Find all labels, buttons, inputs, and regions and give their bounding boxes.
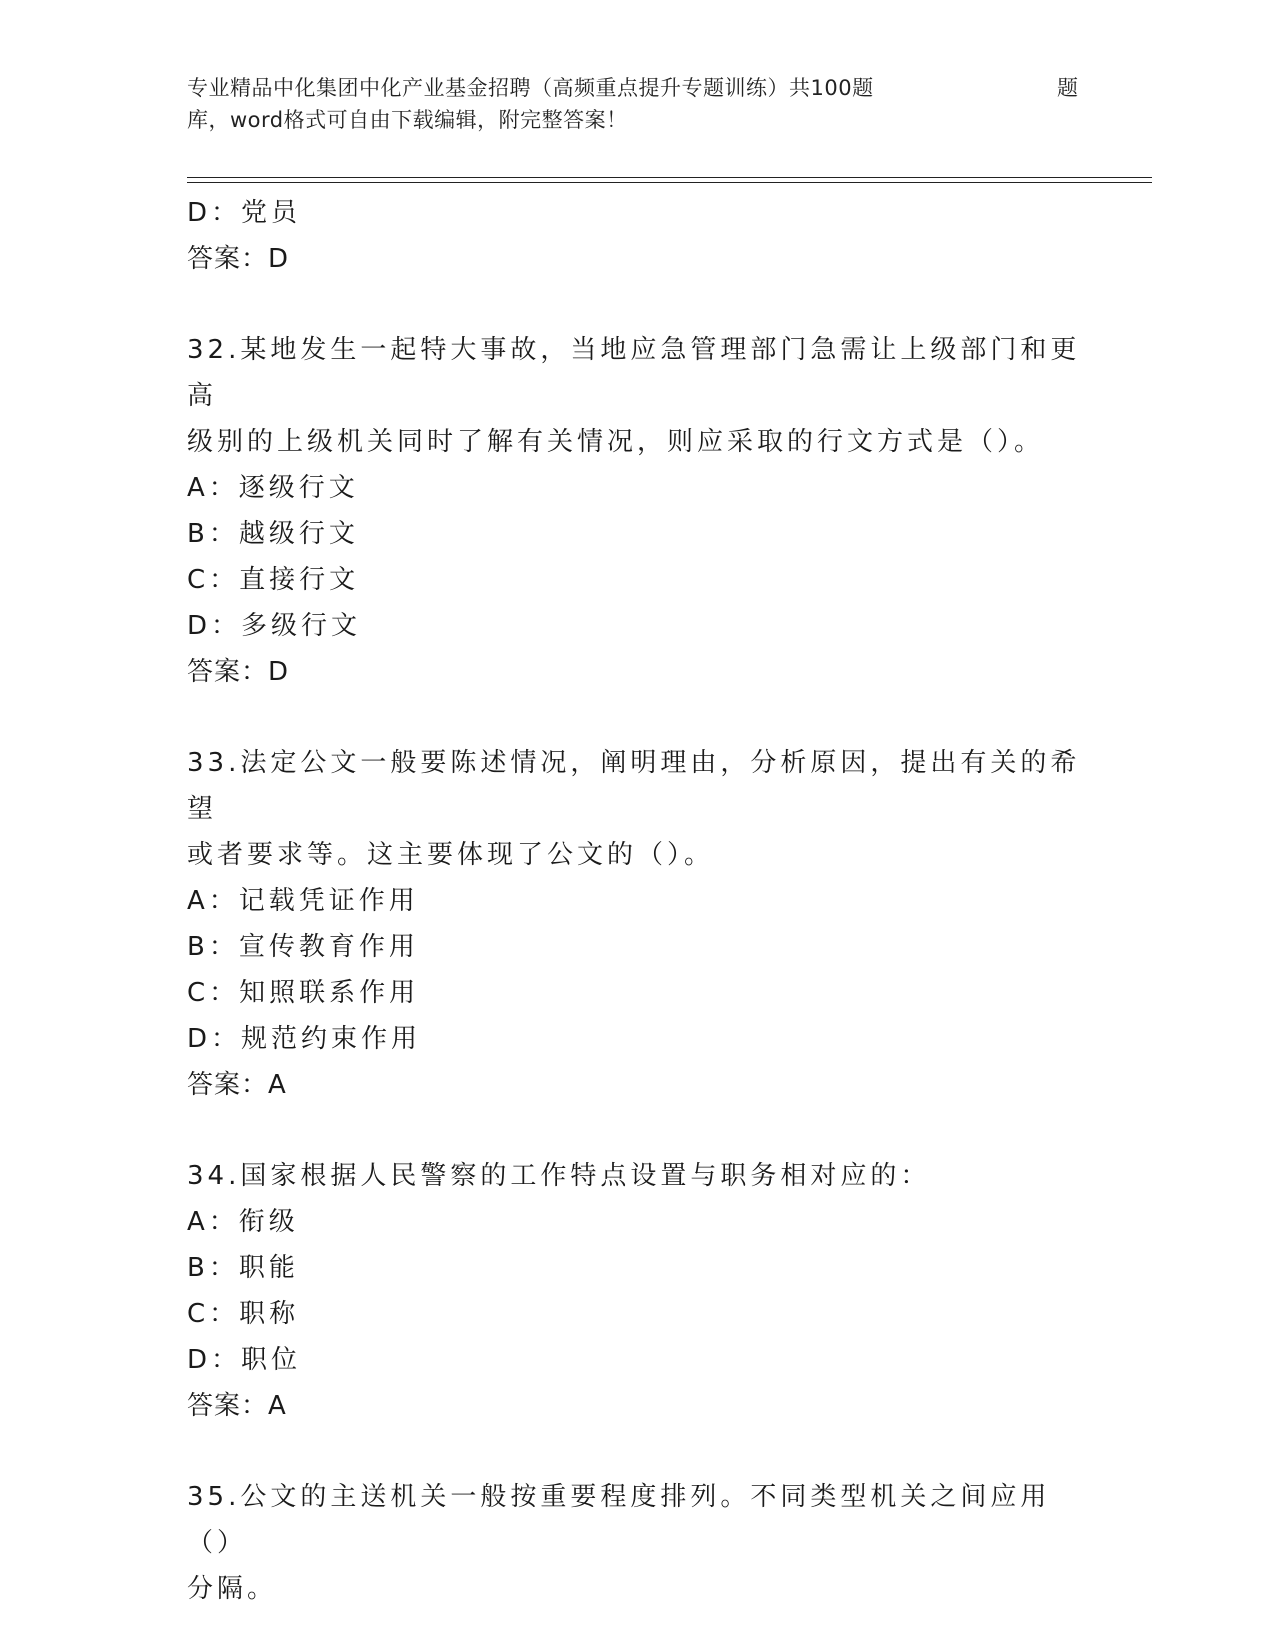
question-33-option-d: D：规范约束作用 (187, 1024, 422, 1054)
question-34-option-c: C：职称 (187, 1299, 300, 1329)
question-35 (187, 1474, 1087, 1612)
header-line-2: 库，word格式可自由下载编辑，附完整答案！ (187, 108, 628, 132)
question-33-answer: 答案：A (187, 1070, 287, 1100)
question-33-option-c: C：知照联系作用 (187, 978, 420, 1008)
question-34-option-b: B：职能 (187, 1253, 299, 1283)
question-32 (187, 327, 1087, 695)
question-34-text-line-1: 34.国家根据人民警察的工作特点设置与职务相对应的： (187, 1161, 931, 1191)
question-32-answer: 答案：D (187, 657, 290, 687)
spacer (187, 695, 1087, 740)
question-33-text-line-1: 33.法定公文一般要陈述情况，阐明理由，分析原因，提出有关的希望 (187, 748, 1081, 824)
question-32-text-line-2: 级别的上级机关同时了解有关情况，则应采取的行文方式是（）。 (187, 427, 1045, 457)
question-32-option-c: C：直接行文 (187, 565, 360, 595)
header-title-tail: 题 (1057, 76, 1079, 100)
question-32-option-d: D：多级行文 (187, 611, 362, 641)
question-34-option-a: A：衔级 (187, 1207, 299, 1237)
question-34-answer: 答案：A (187, 1391, 287, 1421)
question-33 (187, 740, 1087, 1108)
question-33-text-line-2: 或者要求等。这主要体现了公文的（）。 (187, 840, 715, 870)
header-title: 专业精品中化集团中化产业基金招聘（高频重点提升专题训练）共100题 (187, 76, 874, 100)
question-32-text-line-1: 32.某地发生一起特大事故，当地应急管理部门急需让上级部门和更高 (187, 335, 1081, 411)
prev-option-d: D：党员 (187, 198, 302, 228)
question-32-option-b: B：越级行文 (187, 519, 359, 549)
question-33-option-a: A：记载凭证作用 (187, 886, 419, 916)
spacer (187, 282, 1087, 327)
question-33-option-b: B：宣传教育作用 (187, 932, 419, 962)
question-34-option-d: D：职位 (187, 1345, 302, 1375)
document-body (187, 190, 1087, 1612)
header-divider-top (187, 177, 1152, 178)
page-header (187, 72, 1087, 136)
question-35-text-line-1: 35.公文的主送机关一般按重要程度排列。不同类型机关之间应用（） (187, 1482, 1051, 1558)
spacer (187, 1108, 1087, 1153)
question-34 (187, 1153, 1087, 1429)
prev-answer: 答案：D (187, 244, 290, 274)
header-line-1 (187, 72, 1087, 104)
question-35-text-line-2: 分隔。 (187, 1574, 278, 1604)
header-divider-bottom (187, 182, 1152, 183)
spacer (187, 1429, 1087, 1474)
question-32-option-a: A：逐级行文 (187, 473, 359, 503)
